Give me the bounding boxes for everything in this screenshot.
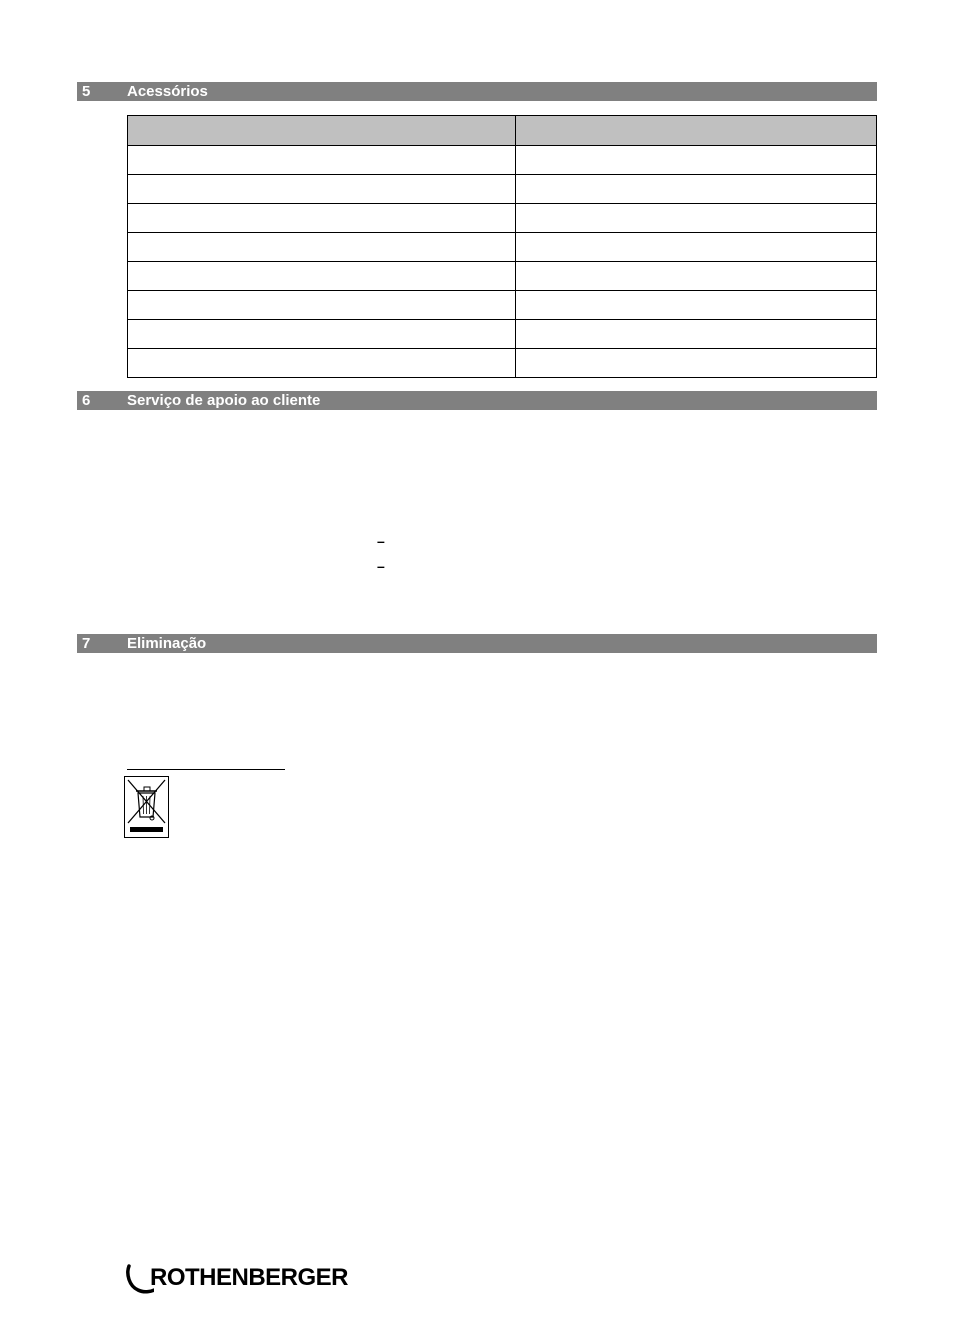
table-cell <box>516 175 877 204</box>
section-heading-accessories <box>77 82 877 101</box>
underline-rule <box>127 769 285 770</box>
rothenberger-logo <box>124 1262 364 1298</box>
table-cell <box>128 320 516 349</box>
weee-crossed-bin-icon <box>124 776 169 838</box>
table-cell <box>516 146 877 175</box>
table-cell <box>128 233 516 262</box>
table-header-row <box>128 116 877 146</box>
section-title: Eliminação <box>127 635 207 652</box>
accessories-table <box>127 115 877 378</box>
table-cell <box>128 262 516 291</box>
table-cell <box>128 175 516 204</box>
table-row <box>128 291 877 320</box>
list-dash: – <box>377 558 385 574</box>
section-title: Acessórios <box>127 83 208 100</box>
list-dash: – <box>377 533 385 549</box>
table-cell <box>128 204 516 233</box>
table-row <box>128 233 877 262</box>
section-number: 7 <box>82 635 91 652</box>
table-row <box>128 320 877 349</box>
table-row <box>128 204 877 233</box>
table-cell <box>516 320 877 349</box>
table-header-cell <box>516 116 877 146</box>
table-row <box>128 175 877 204</box>
table-cell <box>516 291 877 320</box>
table-cell <box>516 233 877 262</box>
table-row <box>128 349 877 378</box>
table-cell <box>128 291 516 320</box>
table-header-cell <box>128 116 516 146</box>
table-cell <box>516 204 877 233</box>
table-row <box>128 146 877 175</box>
table-cell <box>128 146 516 175</box>
table-cell <box>516 262 877 291</box>
section-heading-disposal <box>77 634 877 653</box>
section-title: Serviço de apoio ao cliente <box>127 392 321 409</box>
section-number: 5 <box>82 83 91 100</box>
section-number: 6 <box>82 392 91 409</box>
table-cell <box>516 349 877 378</box>
logo-text: ROTHENBERGER <box>150 1264 349 1291</box>
section-heading-customer-service <box>77 391 877 410</box>
table-row <box>128 262 877 291</box>
table-cell <box>128 349 516 378</box>
